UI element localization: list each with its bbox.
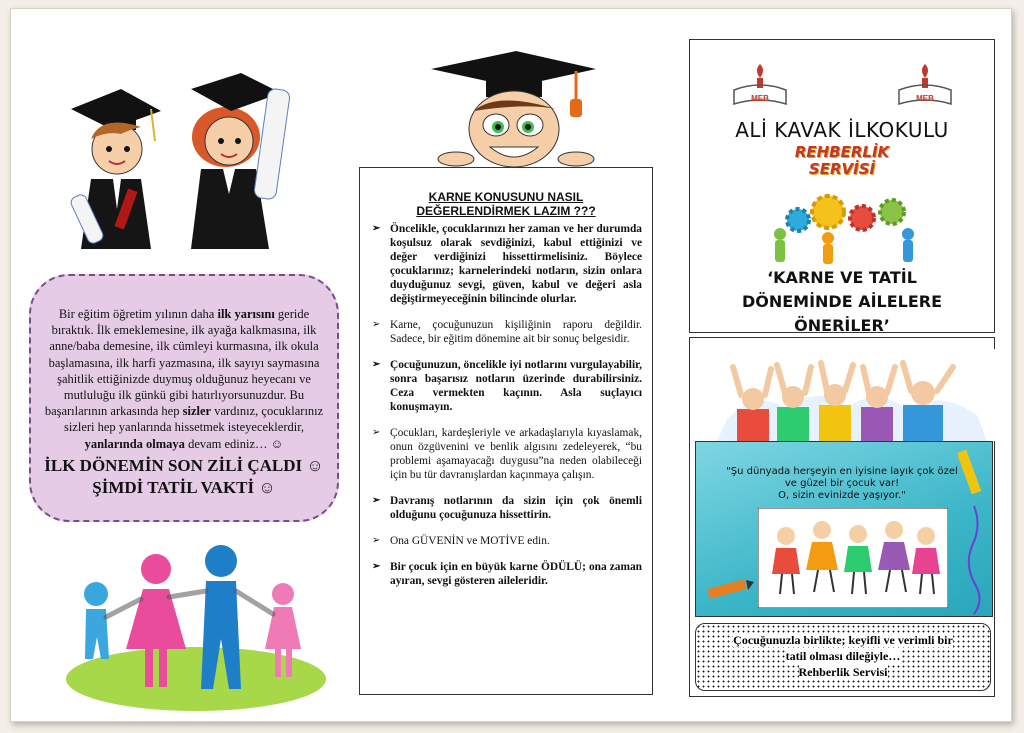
quote-card (695, 441, 993, 617)
closing-signature: Rehberlik Servisi (798, 665, 888, 679)
headline-line-2: DÖNEMİNDE AİLELERE (741, 292, 943, 311)
pencil-icon (958, 446, 988, 616)
service-line-1: REHBERLİK (794, 143, 890, 161)
advice-item: ➢ Davranış notlarının da sizin için çok önemli olduğunu çocuğunuza hissettirin. (370, 494, 642, 522)
meb-logo-left (730, 60, 790, 110)
school-name: ALİ KAVAK İLKOKULU (735, 118, 949, 142)
advice-item: ➢ Çocukları, kardeşleriyle ve arkadaşlarıyla kıyaslamak, onun özgüvenini ve benlik algısını zedeleyerek, “bu problemi aşamayacağı duygusu”na neden olabileceği için bu tür davranışlardan kaçınmaya çalışın. (370, 426, 642, 482)
crayon-icon (704, 574, 754, 604)
intro-text-fragment: Bir eğitim öğretim yılının daha (58, 307, 218, 321)
slogan-line-2: ŞİMDİ TATİL VAKTİ ☺ (92, 477, 276, 497)
headline-line-3: ÖNERİLER’ (794, 316, 890, 335)
headline-line-1: ‘KARNE VE TATİL (767, 268, 917, 287)
quote-line-1: "Şu dünyada herşeyin en iyisine layık çok özel (726, 466, 958, 477)
brochure-headline (690, 266, 994, 338)
advice-item: ➢ Karne, çocuğunuzun kişiliğinin raporu değildir. Sadece, bir eğitim dönemine ait bir sonuç belgesidir. (370, 318, 642, 346)
karne-advice-box (359, 167, 653, 695)
advice-item: ➢ Öncelikle, çocuklarınızı her zaman ve her durumda koşulsuz olarak sevdiğinizi, kabul ettiğinizi ve değer verdiğinizi hissettirmelisiniz. Böylece çocuklarınız; karnelerindeki notların, sizin onlara duyduğunuz sevgi, güven, kabul ve değeri asla değiştirmeyeceğinin bilincinde olurlar. (370, 222, 642, 306)
slogan-line-1: İLK DÖNEMİN SON ZİLİ ÇALDI ☺ (44, 455, 324, 475)
quote-line-3: O, sizin evinizde yaşıyor." (778, 490, 906, 501)
service-line-2: SERVİSİ (808, 160, 876, 178)
closing-line-2: tatil olması dileğiyle… (785, 649, 901, 663)
advice-title-line-1: KARNE KONUSUNU NASIL (428, 190, 584, 204)
closing-message (695, 623, 991, 691)
graduates-illustration (51, 59, 301, 259)
gears-teamwork-illustration (758, 190, 928, 265)
guidance-service-title (690, 144, 994, 178)
closing-line-1: Çocuğunuzla birlikte; keyifli ve verimli bir (733, 633, 953, 647)
graduate-boy-illustration (426, 51, 601, 171)
intro-text-fragment: ilk yarısını (217, 307, 275, 321)
intro-text-fragment: vardınız, çocuklarınız sizleri hep yanlarında hissetmek isteyeceklerdir, (63, 404, 324, 435)
meb-logo-text: MEB (916, 94, 934, 103)
dancing-kids-illustration (758, 508, 948, 608)
intro-bubble (29, 274, 339, 522)
advice-item: ➢ Çocuğunuzun, öncelikle iyi notlarını vurgulayabilir, sonra başarısız notların üzerinde durabilirsiniz. Ceza vermekten kaçının. Asla suçlayıcı konuşmayın. (370, 358, 642, 414)
advice-list (370, 222, 642, 588)
meb-logo-text: MEB (751, 94, 769, 103)
intro-text-fragment: geride bıraktık. İlk emeklemesine, ilk ayağa kalkmasına, ilk anne/baba demesine, ilk cümleyi kurmasına, ilk okula başlamasına, ilk harfi yazmasına, ilk sayıyı saymasına şahitlik ettiğinizde duymuş olduğunuz heyecanı ve mutluluğu ilk günkü gibi hatırlıyorsunuzdur. Bu başarılarının arkasında hep (44, 307, 320, 419)
intro-text-fragment: devam ediniz… ☺ (184, 436, 284, 451)
quote-text (706, 466, 978, 502)
advice-title (370, 190, 642, 218)
advice-title-line-2: DEĞERLENDİRMEK LAZIM ??? (416, 204, 596, 218)
cover-panel (689, 39, 995, 333)
advice-item: ➢ Ona GÜVENİN ve MOTİVE edin. (370, 534, 642, 548)
intro-text (39, 306, 329, 452)
happy-children-photo (707, 349, 997, 441)
meb-logo-right (895, 60, 955, 110)
quote-line-2: ve güzel bir çocuk var! (784, 478, 900, 489)
intro-text-fragment: yanlarında olmaya (84, 436, 185, 451)
family-illustration (61, 539, 331, 714)
advice-item: ➢ Bir çocuk için en büyük karne ÖDÜLÜ; ona zaman ayıran, sevgi gösteren aileleridir. (370, 560, 642, 588)
brochure-page (10, 8, 1012, 722)
intro-text-fragment: sizler (182, 404, 212, 419)
